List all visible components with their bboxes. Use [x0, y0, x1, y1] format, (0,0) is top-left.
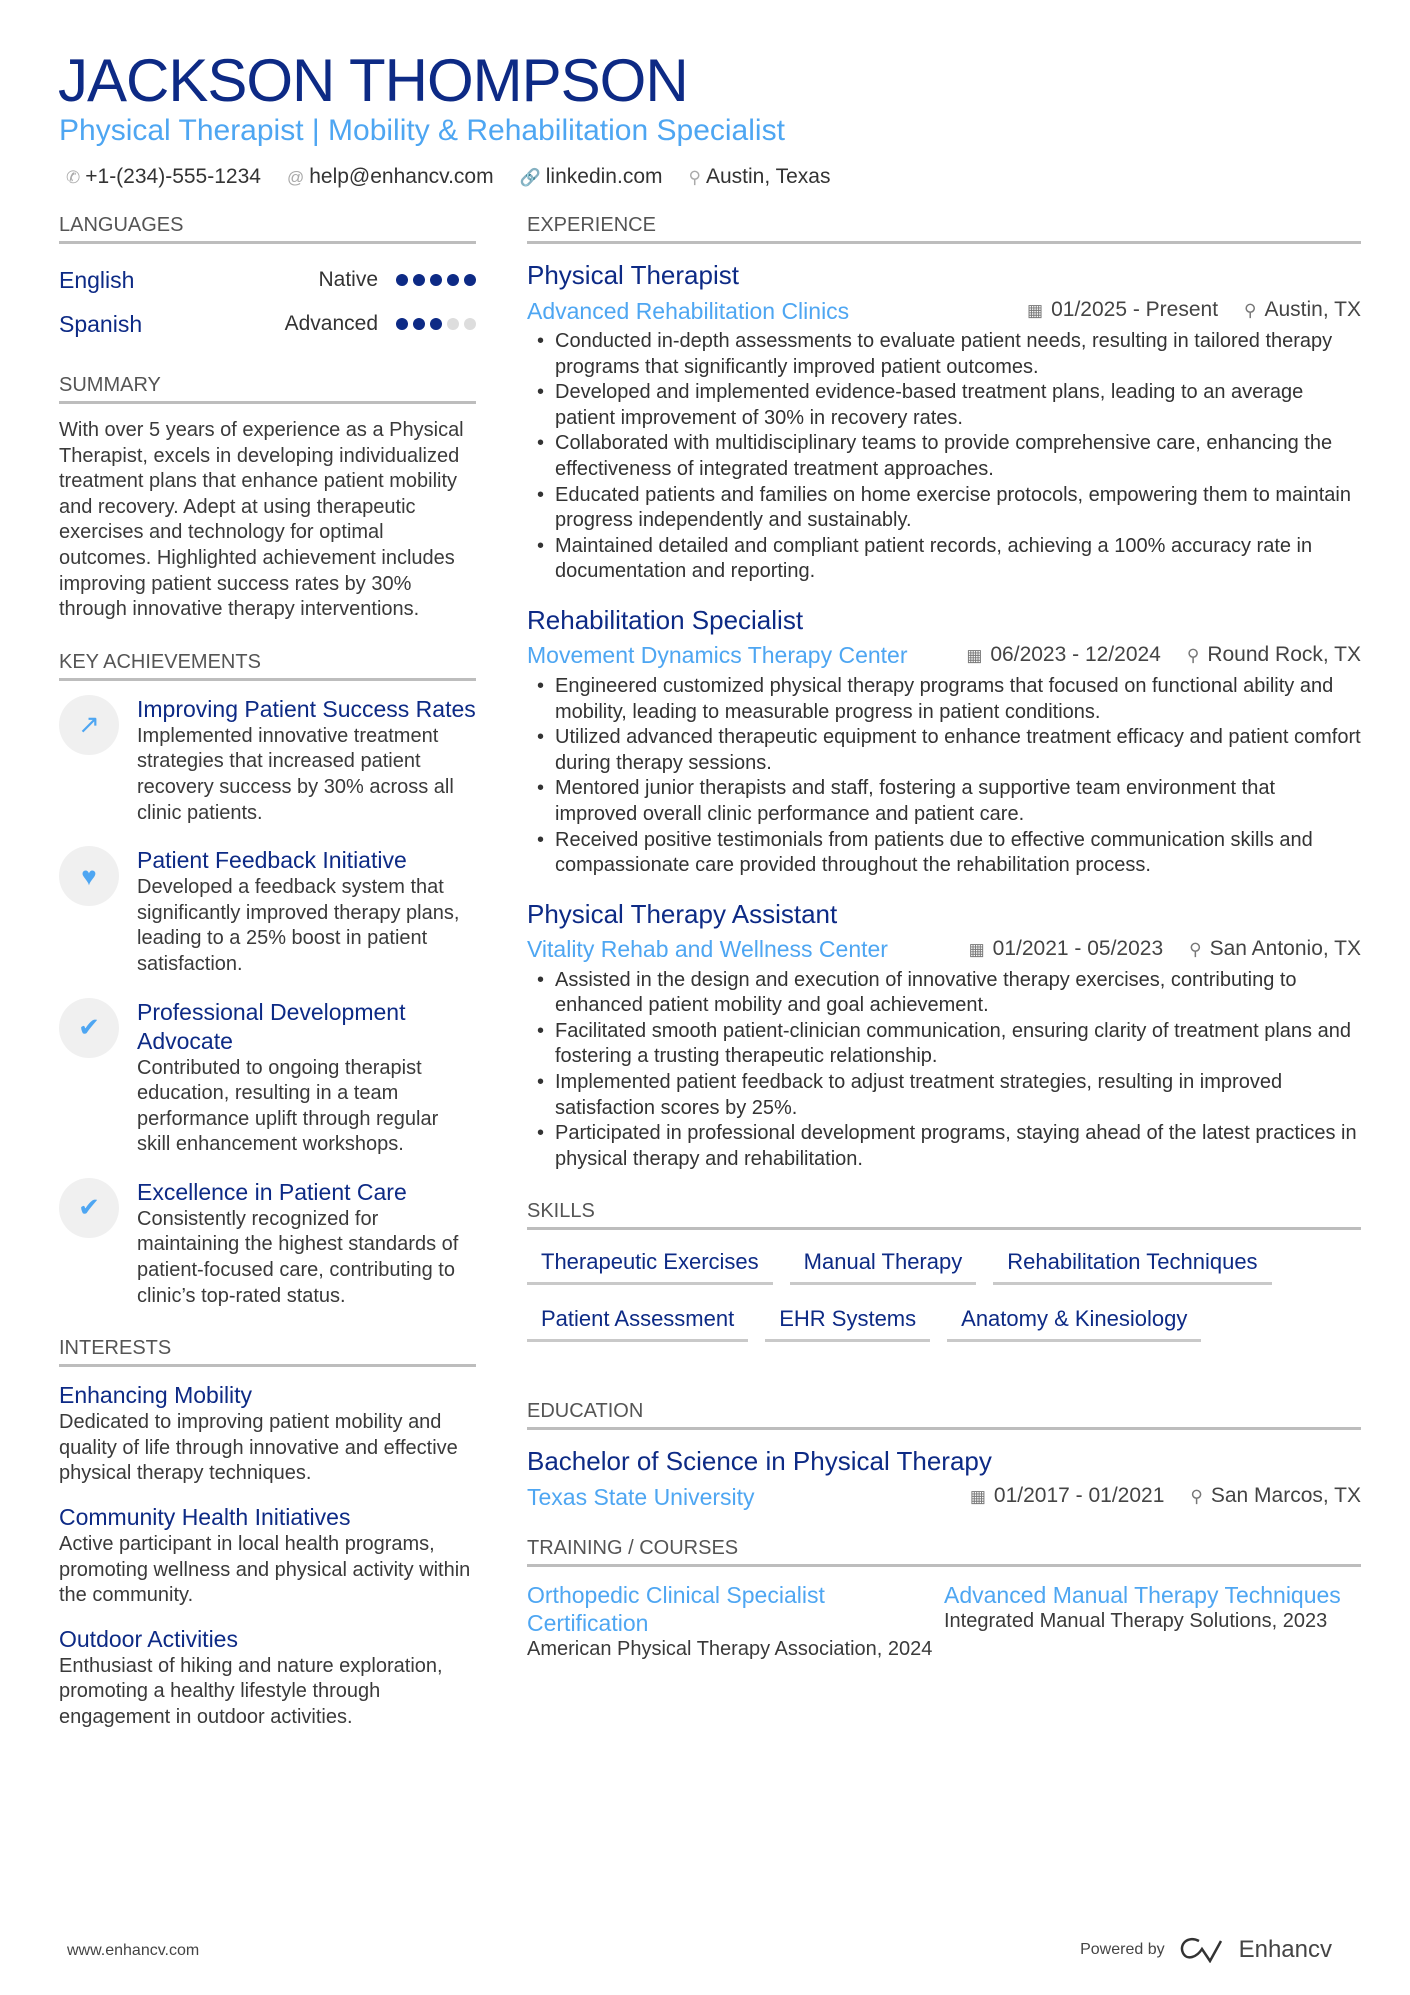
- achievement-text: Contributed to ongoing therapist education, resulting in a team performance uplift through regular skill enhancement workshops.: [137, 1056, 439, 1156]
- skill-tag: EHR Systems: [765, 1301, 930, 1342]
- contact-bar: [66, 163, 830, 192]
- bullet-item: • Collaborated with multidisciplinary teams to provide comprehensive care, enhancing the effectiveness of integrated treatment approaches.: [527, 431, 1361, 482]
- job-meta-row: [527, 931, 1361, 968]
- contact-0[interactable]: [66, 163, 261, 192]
- location-text: Round Rock, TX: [1207, 642, 1361, 666]
- interest-item: [59, 1503, 476, 1609]
- achievement-title: Improving Patient Success Rates: [137, 695, 476, 722]
- proficiency-dot: [447, 274, 459, 286]
- chart-arrow-icon: ↗: [59, 695, 119, 755]
- job-entry: [527, 897, 1361, 1173]
- location-icon: ⚲: [688, 168, 701, 187]
- skills-heading: SKILLS: [527, 1198, 1361, 1230]
- interest-text: Enthusiast of hiking and nature exploration, promoting a healthy lifestyle through engagement in outdoor activities.: [59, 1654, 443, 1728]
- left-column: [59, 212, 476, 1747]
- dates: [970, 1478, 1165, 1515]
- language-level: Native: [318, 268, 378, 291]
- skill-tag: Patient Assessment: [527, 1301, 748, 1342]
- dates: [966, 637, 1161, 674]
- location-text: Austin, TX: [1264, 298, 1361, 321]
- job-meta-row: [527, 1478, 1361, 1515]
- date-range: 01/2017 - 01/2021: [993, 1484, 1165, 1508]
- interest-title: Enhancing Mobility: [59, 1382, 253, 1409]
- calendar-icon: ▦: [1027, 301, 1044, 320]
- location-icon: ⚲: [1190, 1487, 1203, 1507]
- interest-text: Active participant in local health programs, promoting wellness and physical activity within the community.: [59, 1533, 471, 1607]
- job-meta-row: [527, 637, 1361, 674]
- course-item: [527, 1581, 944, 1663]
- job-bullets: [527, 329, 1361, 585]
- proficiency-dot: [430, 318, 442, 330]
- proficiency-dots: [396, 274, 476, 286]
- achievement-item: [59, 695, 476, 826]
- skill-tag: Manual Therapy: [790, 1244, 977, 1285]
- proficiency-dot: [464, 274, 476, 286]
- language-name: Spanish: [59, 310, 143, 337]
- language-item: [59, 258, 476, 302]
- at-icon: @: [286, 168, 305, 187]
- company-name[interactable]: Texas State University: [527, 1483, 755, 1510]
- achievement-item: [59, 1178, 476, 1309]
- powered-by: [1080, 1936, 1332, 1964]
- skill-tag: Anatomy & Kinesiology: [947, 1301, 1201, 1342]
- interest-item: [59, 1381, 476, 1487]
- degree: Bachelor of Science in Physical Therapy: [527, 1446, 992, 1477]
- candidate-title: Physical Therapist | Mobility & Rehabilitation Specialist: [59, 114, 785, 147]
- interest-item: [59, 1625, 476, 1731]
- skill-tag: Rehabilitation Techniques: [993, 1244, 1271, 1285]
- date-range: 01/2021 - 05/2023: [992, 936, 1164, 960]
- contact-text: Austin, Texas: [705, 165, 831, 188]
- location-icon: ⚲: [1189, 939, 1202, 959]
- job-bullets: [527, 968, 1361, 1173]
- proficiency-dot: [430, 274, 442, 286]
- contact-text: help@enhancv.com: [309, 165, 494, 188]
- achievement-body: [137, 1178, 476, 1309]
- location: [1187, 637, 1361, 674]
- bullet-item: • Engineered customized physical therapy programs that focused on functional ability and mobility, leading to measurable progress in patient conditions.: [527, 674, 1361, 725]
- job-entry: [527, 603, 1361, 879]
- language-level: Advanced: [284, 312, 378, 335]
- bullet-item: • Mentored junior therapists and staff, fostering a supportive team environment that improved overall clinic performance and patient care.: [527, 776, 1361, 827]
- proficiency-dot: [413, 274, 425, 286]
- experience-heading: EXPERIENCE: [527, 212, 1361, 244]
- course-provider: Integrated Manual Therapy Solutions, 2023: [944, 1610, 1328, 1633]
- achievement-item: [59, 846, 476, 977]
- date-range: 01/2025 - Present: [1051, 298, 1219, 321]
- brand-name: Enhancv: [1238, 1936, 1332, 1963]
- bullet-item: • Conducted in-depth assessments to evaluate patient needs, resulting in tailored therapy programs that significantly improved patient outcomes.: [527, 329, 1361, 380]
- interest-title: Community Health Initiatives: [59, 1504, 351, 1531]
- bullet-item: • Facilitated smooth patient-clinician communication, ensuring clarity of treatment plans and fostering a trusting therapeutic relationship.: [527, 1019, 1361, 1070]
- achievement-body: [137, 846, 476, 977]
- achievement-title: Patient Feedback Initiative: [137, 847, 407, 874]
- proficiency-dot: [396, 318, 408, 330]
- job-bullets: [527, 674, 1361, 879]
- location: [1189, 931, 1361, 968]
- bullet-item: • Received positive testimonials from patients due to effective communication skills and compassionate care provided throughout the rehabilitation process.: [527, 828, 1361, 879]
- company-name[interactable]: Vitality Rehab and Wellness Center: [527, 936, 888, 963]
- footer-url[interactable]: www.enhancv.com: [67, 1942, 200, 1959]
- heart-icon: ♥: [59, 846, 119, 906]
- proficiency-dot: [396, 274, 408, 286]
- training-heading: TRAINING / COURSES: [527, 1535, 1361, 1567]
- candidate-name: JACKSON THOMPSON: [58, 47, 688, 114]
- summary-text: With over 5 years of experience as a Physical Therapist, excels in developing individualized treatment plans that enhance patient mobility and recovery. Adept at using therapeutic exercises and technology for optimal outcomes. Highlighted achievement includes improving patient success rates by 30% through innovative therapy interventions.: [59, 419, 464, 621]
- education-entry: [527, 1444, 1361, 1515]
- achievement-text: Implemented innovative treatment strategies that increased patient recovery success by 30% across all clinic patients.: [137, 724, 454, 824]
- powered-by-label: Powered by: [1080, 1941, 1165, 1958]
- enhancv-logo-icon: [1179, 1937, 1225, 1963]
- bullet-item: • Assisted in the design and execution of innovative therapy exercises, contributing to enhanced patient mobility and goal achievement.: [527, 968, 1361, 1019]
- course-item: [944, 1581, 1361, 1663]
- calendar-icon: ▦: [966, 645, 983, 665]
- location: [1244, 292, 1361, 329]
- bullet-item: • Utilized advanced therapeutic equipment to enhance treatment efficacy and patient comfort during therapy sessions.: [527, 725, 1361, 776]
- course-title: Orthopedic Clinical Specialist Certification: [527, 1582, 825, 1637]
- date-range: 06/2023 - 12/2024: [990, 642, 1161, 666]
- calendar-icon: ▦: [969, 1487, 986, 1507]
- achievement-text: Consistently recognized for maintaining the highest standards of patient-focused care, contributing to clinic’s top-rated status.: [137, 1207, 459, 1307]
- achievement-body: [137, 998, 476, 1158]
- achievement-body: [137, 695, 476, 826]
- right-column: [527, 212, 1361, 1663]
- course-title: Advanced Manual Therapy Techniques: [944, 1582, 1341, 1609]
- proficiency-dots: [396, 318, 476, 330]
- achievement-item: [59, 998, 476, 1158]
- achievements-heading: KEY ACHIEVEMENTS: [59, 649, 476, 681]
- job-title: Rehabilitation Specialist: [527, 604, 804, 635]
- company-name[interactable]: Advanced Rehabilitation Clinics: [527, 297, 850, 324]
- bullet-item: • Maintained detailed and compliant patient records, achieving a 100% accuracy rate in documentation and reporting.: [527, 534, 1361, 585]
- languages-heading: LANGUAGES: [59, 212, 476, 244]
- contact-3[interactable]: [689, 163, 831, 192]
- job-title: Physical Therapist: [527, 260, 739, 290]
- contact-1[interactable]: [287, 163, 494, 192]
- language-item: [59, 302, 476, 346]
- dates: [969, 931, 1164, 968]
- job-meta-row: [527, 292, 1361, 329]
- interest-title: Outdoor Activities: [59, 1625, 238, 1652]
- company-name[interactable]: Movement Dynamics Therapy Center: [527, 642, 908, 669]
- course-provider: American Physical Therapy Association, 2024: [527, 1638, 933, 1661]
- proficiency-dot: [464, 318, 476, 330]
- bullet-item: • Developed and implemented evidence-based treatment plans, leading to an average patient improvement of 30% in recovery rates.: [527, 380, 1361, 431]
- link-icon: 🔗: [519, 168, 541, 187]
- job-title: Physical Therapy Assistant: [527, 898, 838, 929]
- contact-2[interactable]: [520, 163, 663, 192]
- check-icon: ✔: [59, 998, 119, 1058]
- achievement-title: Professional Development Advocate: [137, 998, 406, 1054]
- location-text: San Marcos, TX: [1210, 1484, 1361, 1508]
- location-icon: ⚲: [1244, 301, 1257, 320]
- proficiency-dot: [447, 318, 459, 330]
- location-icon: ⚲: [1186, 645, 1200, 665]
- education-heading: EDUCATION: [527, 1398, 1361, 1430]
- bullet-item: • Educated patients and families on home exercise protocols, empowering them to maintain progress independently and sustainably.: [527, 483, 1361, 534]
- skill-tag: Therapeutic Exercises: [527, 1244, 773, 1285]
- interests-heading: INTERESTS: [59, 1335, 476, 1367]
- calendar-icon: ▦: [968, 939, 985, 959]
- contact-text: +1-(234)-555-1234: [85, 165, 261, 188]
- interest-text: Dedicated to improving patient mobility and quality of life through innovative and effective physical therapy techniques.: [59, 1411, 458, 1485]
- location-text: San Antonio, TX: [1209, 936, 1361, 960]
- language-name: English: [59, 266, 135, 293]
- proficiency-dot: [413, 318, 425, 330]
- job-entry: [527, 258, 1361, 585]
- check-icon: ✔: [59, 1178, 119, 1238]
- dates: [1027, 292, 1218, 329]
- achievement-title: Excellence in Patient Care: [137, 1178, 407, 1205]
- bullet-item: • Participated in professional development programs, staying ahead of the latest practices in physical therapy and rehabilitation.: [527, 1121, 1361, 1172]
- location: [1190, 1478, 1361, 1515]
- summary-heading: SUMMARY: [59, 372, 476, 404]
- achievement-text: Developed a feedback system that significantly improved therapy plans, leading to a 25% boost in patient satisfaction.: [137, 876, 460, 975]
- contact-text: linkedin.com: [545, 165, 663, 188]
- bullet-item: • Implemented patient feedback to adjust treatment strategies, resulting in improved satisfaction scores by 25%.: [527, 1070, 1361, 1121]
- phone-icon: ✆: [66, 168, 81, 187]
